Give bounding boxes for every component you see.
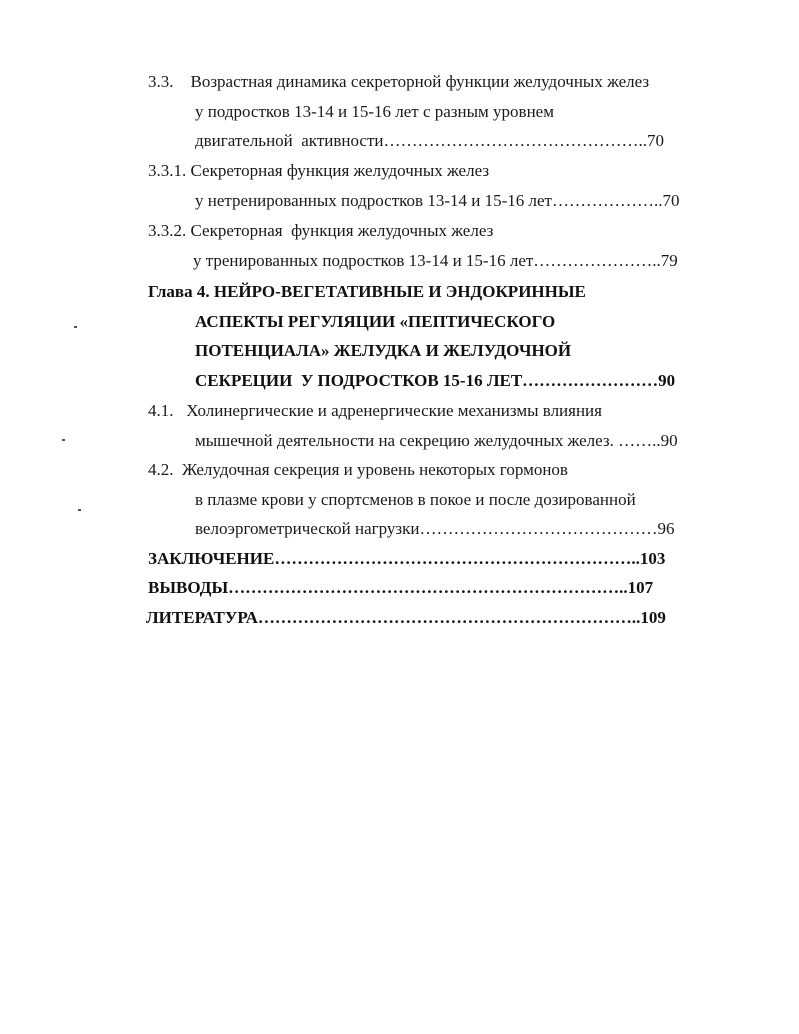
toc-line: 3.3. Возрастная динамика секреторной функции желудочных желез: [148, 72, 650, 91]
toc-line: Глава 4. НЕЙРО-ВЕГЕТАТИВНЫЕ И ЭНДОКРИННЫЕ: [148, 282, 586, 301]
scan-speck: [62, 439, 65, 441]
toc-line: ЗАКЛЮЧЕНИЕ………………………………………………………..103: [148, 549, 666, 568]
toc-line: СЕКРЕЦИИ У ПОДРОСТКОВ 15-16 ЛЕТ……………………90: [195, 371, 676, 390]
toc-line: ЛИТЕРАТУРА…………………………………………………………..109: [146, 608, 666, 627]
toc-line: АСПЕКТЫ РЕГУЛЯЦИИ «ПЕПТИЧЕСКОГО: [195, 312, 556, 331]
toc-line: в плазме крови у спортсменов в покое и после дозированной: [195, 490, 636, 509]
toc-line: 4.1. Холинергические и адренергические механизмы влияния: [148, 401, 602, 420]
toc-line: ПОТЕНЦИАЛА» ЖЕЛУДКА И ЖЕЛУДОЧНОЙ: [195, 341, 572, 360]
toc-line: 3.3.2. Секреторная функция желудочных желез: [148, 221, 494, 240]
toc-line: велоэргометрической нагрузки……………………………………96: [195, 519, 675, 538]
toc-line: ВЫВОДЫ……………………………………………………………..107: [148, 578, 654, 597]
toc-line: мышечной деятельности на секрецию желудочных желез. ……..90: [195, 431, 678, 450]
toc-line: двигательной активности………………………………………..70: [195, 131, 664, 150]
toc-line: 3.3.1. Секреторная функция желудочных желез: [148, 161, 490, 180]
toc-line: у нетренированных подростков 13-14 и 15-16 лет………………..70: [195, 191, 680, 210]
toc-line: 4.2. Желудочная секреция и уровень некоторых гормонов: [148, 460, 568, 479]
toc-line: у подростков 13-14 и 15-16 лет с разным уровнем: [195, 102, 554, 121]
toc-line: у тренированных подростков 13-14 и 15-16 лет…………………..79: [193, 251, 678, 270]
scan-speck: [74, 326, 77, 328]
scan-speck: [78, 509, 81, 511]
